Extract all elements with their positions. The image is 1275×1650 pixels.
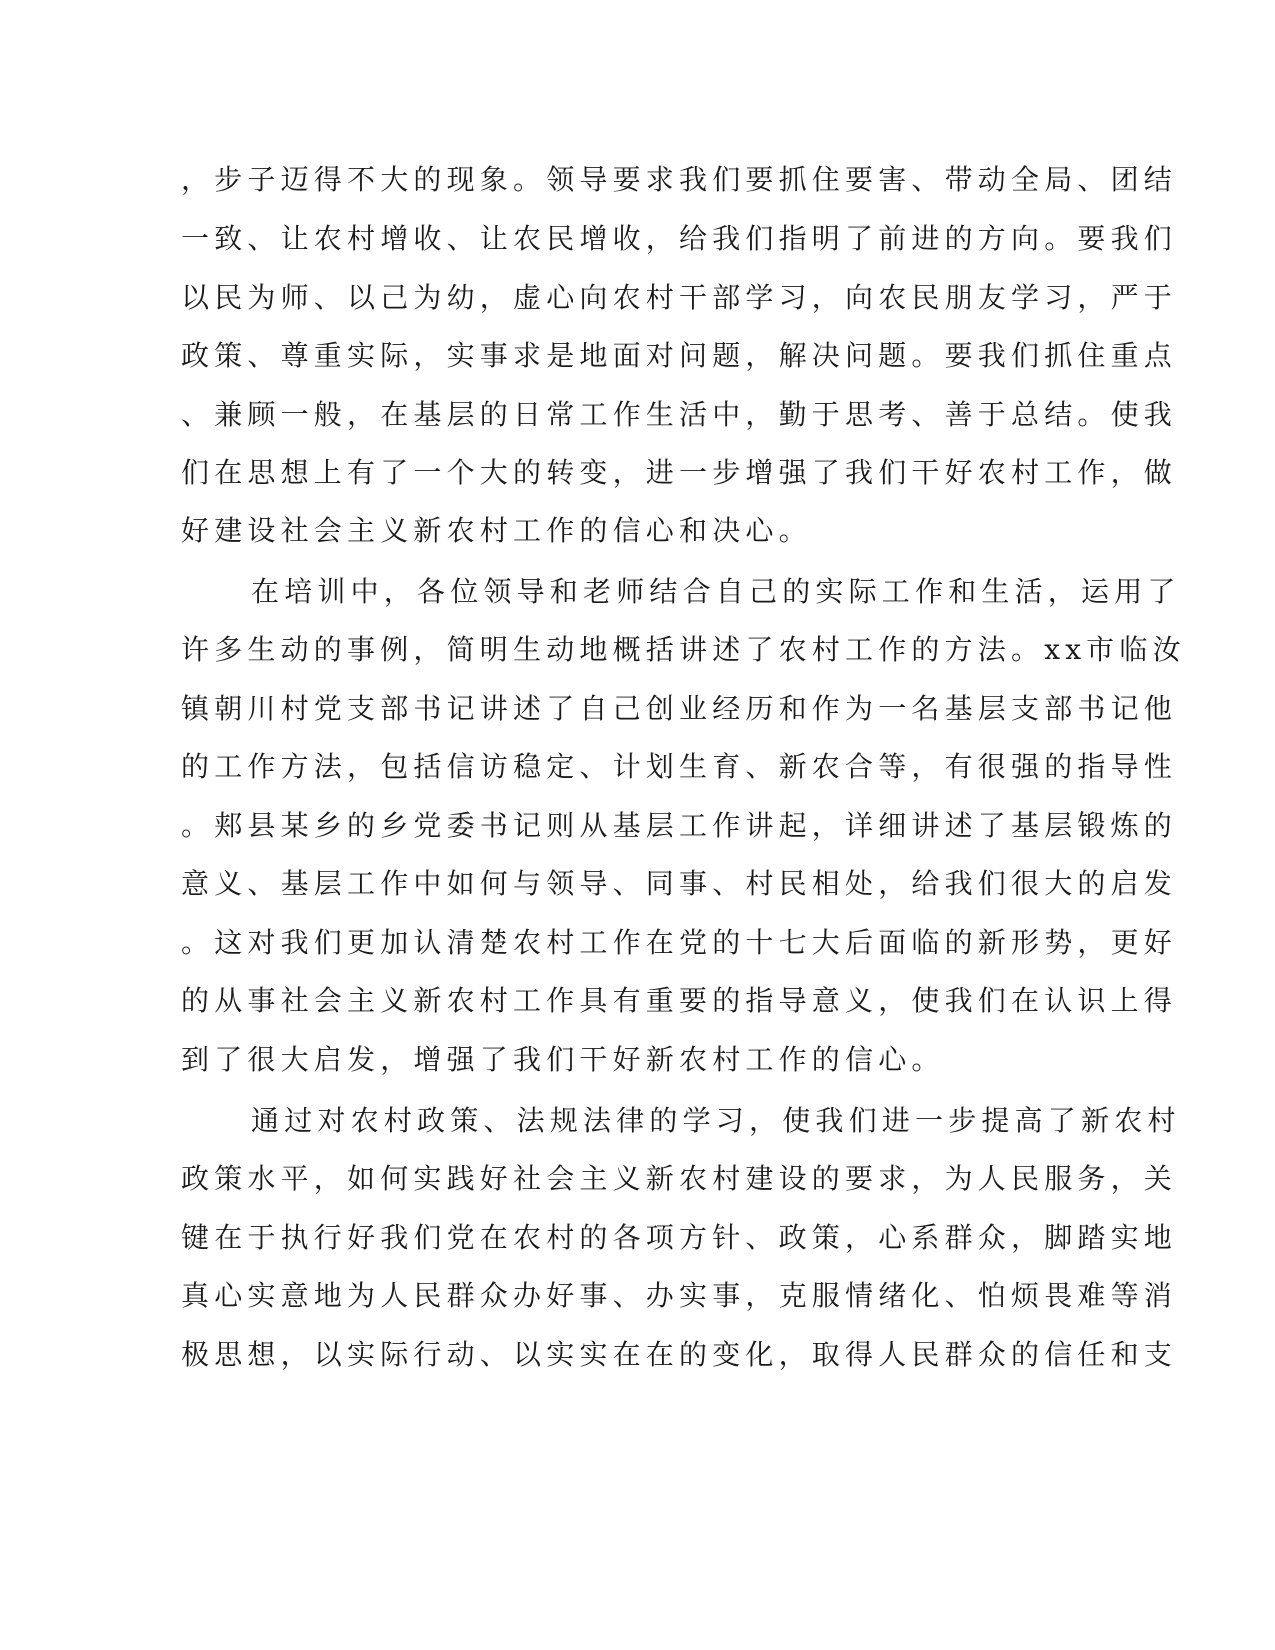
text-line: 的工作方法，包括信访稳定、计划生育、新农合等，有很强的指导性 [181,750,1178,783]
text-line: ，步子迈得不大的现象。领导要求我们要抓住要害、带动全局、团结 [181,163,1178,196]
text-line: 极思想，以实际行动、以实实在在的变化，取得人民群众的信任和支 [181,1338,1178,1371]
text-line: 到了很大启发，增强了我们干好新农村工作的信心。 [181,1043,945,1076]
text-line: 键在于执行好我们党在农村的各项方针、政策，心系群众，脚踏实地 [181,1221,1178,1254]
text-line: 好建设社会主义新农村工作的信心和决心。 [181,514,812,547]
text-line: 们在思想上有了一个大的转变，进一步增强了我们干好农村工作，做 [181,456,1178,489]
text-line: 镇朝川村党支部书记讲述了自己创业经历和作为一名基层支部书记他 [181,692,1178,725]
text-line: 。这对我们更加认清楚农村工作在党的十七大后面临的新形势，更好 [181,926,1178,959]
text-line: 。郏县某乡的乡党委书记则从基层工作讲起，详细讲述了基层锻炼的 [181,809,1178,842]
text-line: 许多生动的事例，简明生动地概括讲述了农村工作的方法。xx市临汝 [181,633,1186,666]
text-line: 意义、基层工作中如何与领导、同事、村民相处，给我们很大的启发 [181,867,1178,900]
text-line: 真心实意地为人民群众办好事、办实事，克服情绪化、怕烦畏难等消 [181,1279,1178,1312]
text-line: 的从事社会主义新农村工作具有重要的指导意义，使我们在认识上得 [181,984,1178,1017]
text-line: 政策、尊重实际，实事求是地面对问题，解决问题。要我们抓住重点 [181,339,1178,372]
text-line: 、兼顾一般，在基层的日常工作生活中，勤于思考、善于总结。使我 [181,398,1178,431]
text-line: 政策水平，如何实践好社会主义新农村建设的要求，为人民服务，关 [181,1162,1178,1195]
text-line: 通过对农村政策、法规法律的学习，使我们进一步提高了新农村 [251,1104,1181,1137]
text-line: 一致、让农村增收、让农民增收，给我们指明了前进的方向。要我们 [181,222,1178,255]
text-line: 在培训中，各位领导和老师结合自己的实际工作和生活，运用了 [251,575,1181,608]
text-line: 以民为师、以己为幼，虚心向农村干部学习，向农民朋友学习，严于 [181,281,1178,314]
